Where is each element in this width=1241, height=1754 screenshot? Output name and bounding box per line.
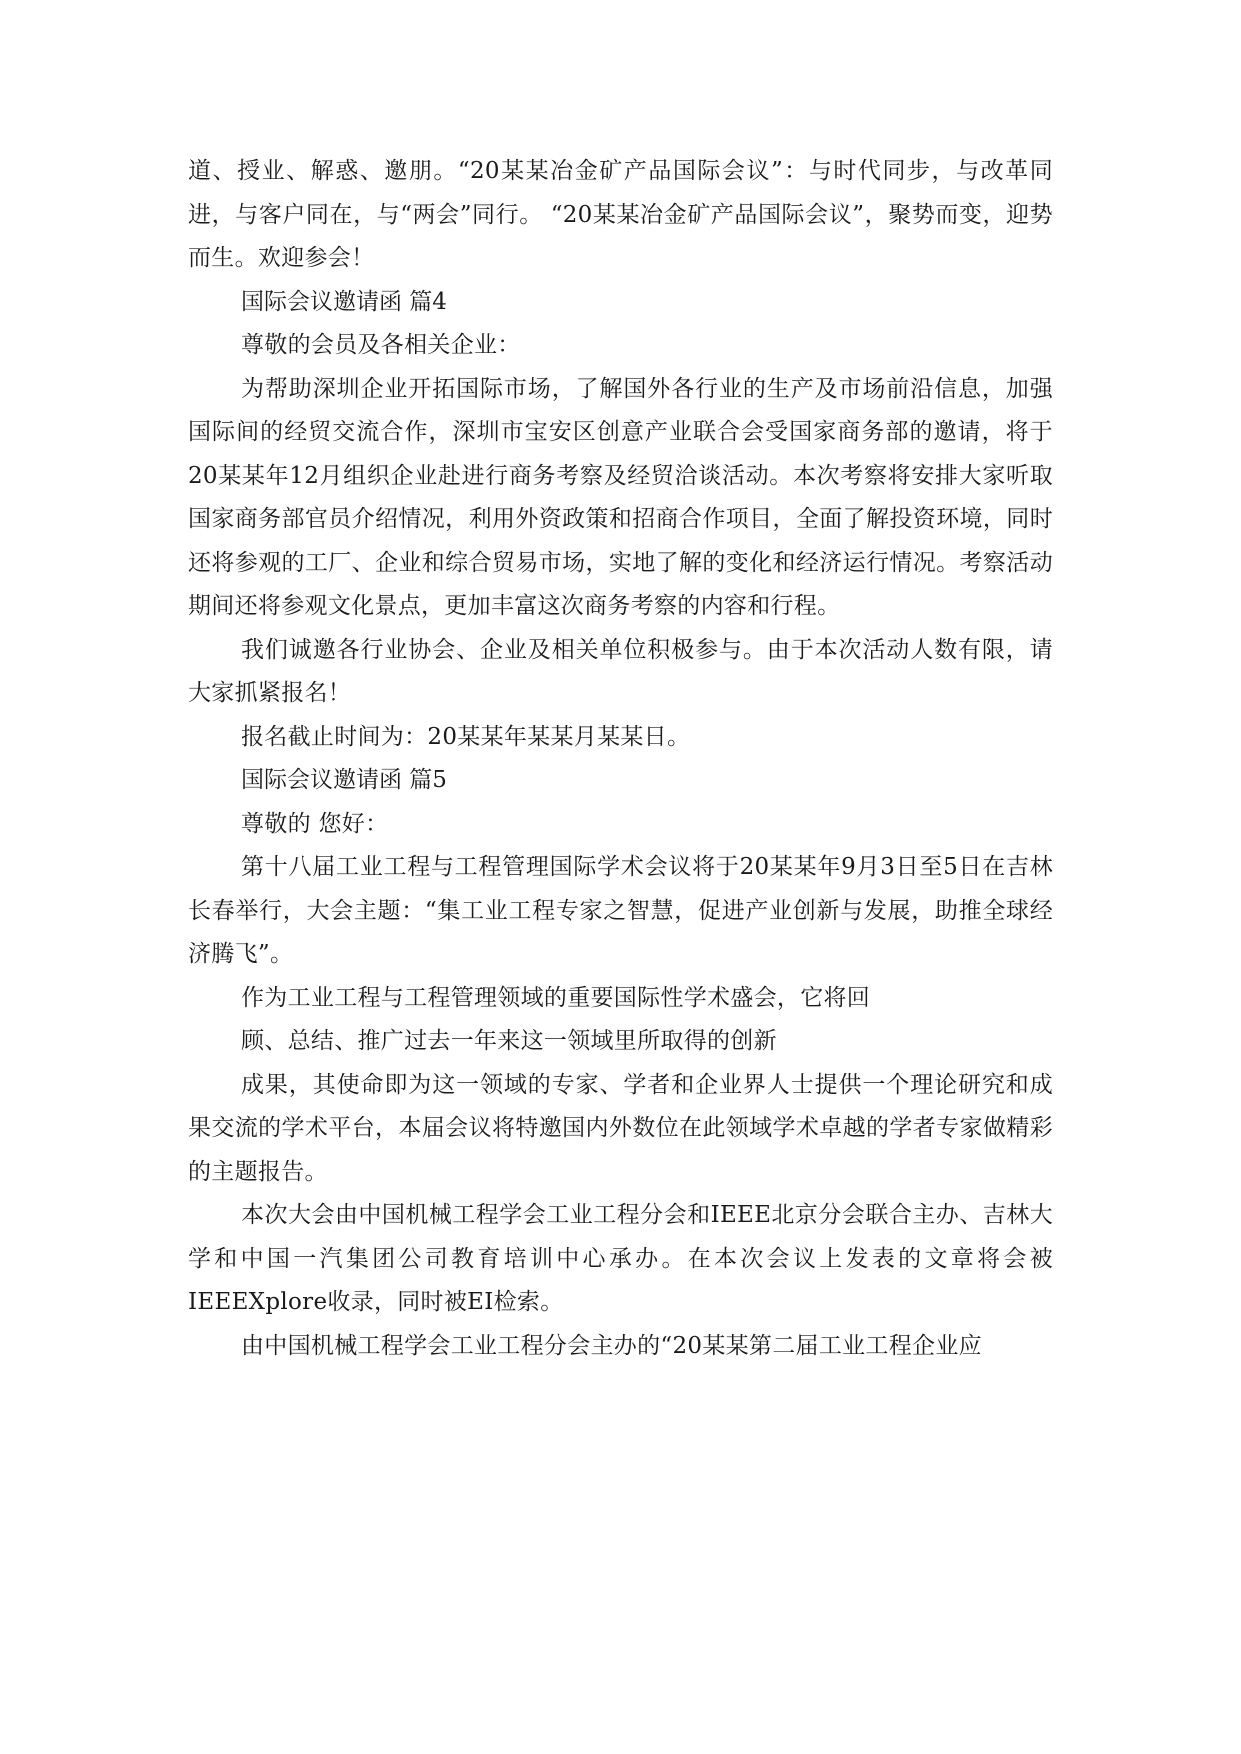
paragraph-deadline: 报名截止时间为：20某某年某某月某某日。 <box>241 723 691 750</box>
section-heading-4: 国际会议邀请函 篇4 <box>241 288 447 315</box>
salutation-members: 尊敬的会员及各相关企业： <box>241 332 521 358</box>
paragraph-conference-intro: 第十八届工业工程与工程管理国际学术会议将于20某某年9月3日至5日在吉林长春举行，大会主题：“集工业工程专家之智慧，促进产业创新与发展，助推全球经济腾飞”。 <box>188 854 1053 967</box>
paragraph-invitation: 我们诚邀各行业协会、企业及相关单位积极参与。由于本次活动人数有限，请大家抓紧报名！ <box>188 636 1053 706</box>
paragraph-conference-role-2: 顾、总结、推广过去一年来这一领域里所取得的创新 <box>241 1028 777 1054</box>
paragraph-conference-mission: 成果，其使命即为这一领域的专家、学者和企业界人士提供一个理论研究和成果交流的学术平台，本届会议将特邀国内外数位在此领域学术卓越的学者专家做精彩的主题报告。 <box>188 1071 1053 1185</box>
document-body <box>188 150 1053 1368</box>
paragraph-organizers: 本次大会由中国机械工程学会工业工程分会和IEEE北京分会联合主办、吉林大学和中国一汽集团公司教育培训中心承办。在本次会议上发表的文章将会被IEEEXplore收录，同时被EI检索。 <box>188 1202 1053 1315</box>
paragraph-conference-role-1: 作为工业工程与工程管理领域的重要国际性学术盛会，它将回 <box>241 984 871 1011</box>
paragraph-shenzhen-trip: 为帮助深圳企业开拓国际市场，了解国外各行业的生产及市场前沿信息，加强国际间的经贸交流合作，深圳市宝安区创意产业联合会受国家商务部的邀请，将于20某某年12月组织企业赴进行商务考察及经贸洽谈活动。本次考察将安排大家听取国家商务部官员介绍情况，利用外资政策和招商合作项目，全面了解投资环境，同时还将参观的工厂、企业和综合贸易市场，实地了解的变化和经济运行情况。考察活动期间还将参观文化景点，更加丰富这次商务考察的内容和行程。 <box>188 375 1053 619</box>
section-heading-5: 国际会议邀请函 篇5 <box>241 767 447 793</box>
paragraph-intro-continuation: 道、授业、解惑、邀朋。“20某某冶金矿产品国际会议”：与时代同步，与改革同进，与客户同在，与“两会”同行。 “20某某冶金矿产品国际会议”，聚势而变，迎势而生。欢迎参会！ <box>188 158 1053 271</box>
paragraph-second-conference: 由中国机械工程学会工业工程分会主办的“20某某第二届工业工程企业应 <box>241 1332 982 1359</box>
salutation-dear: 尊敬的 您好： <box>241 810 389 837</box>
